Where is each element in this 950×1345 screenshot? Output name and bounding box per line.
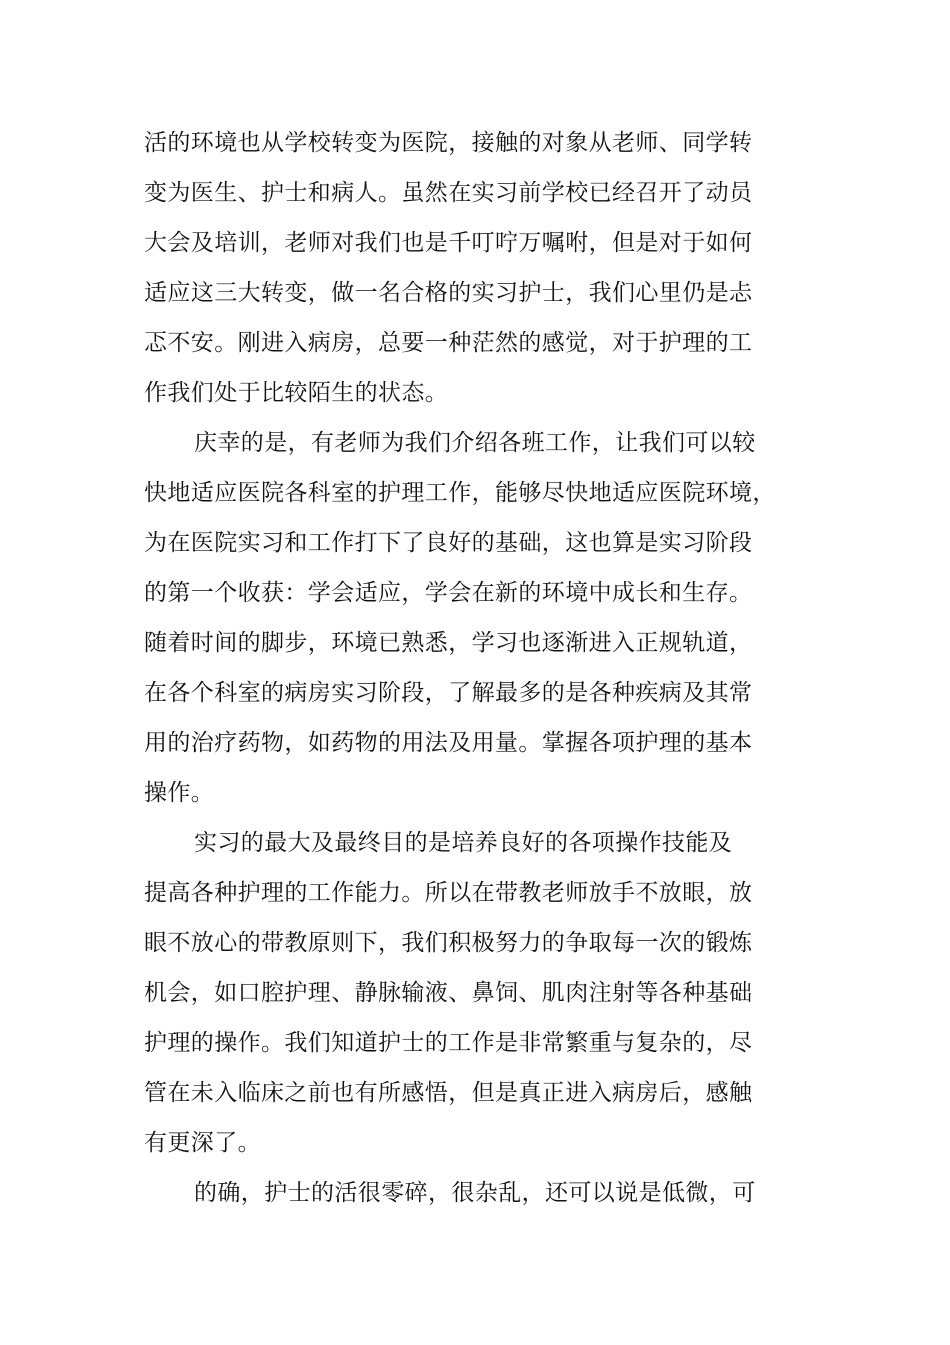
text-line: 快地适应医院各科室的护理工作，能够尽快地适应医院环境， (144, 480, 776, 506)
text-line: 的确，护士的活很零碎，很杂乱，还可以说是低微，可 (194, 1180, 756, 1206)
paragraph-2 (144, 418, 776, 818)
text-line: 机会，如口腔护理、静脉输液、鼻饲、肌肉注射等各种基础 (144, 980, 753, 1006)
text-line: 为在医院实习和工作打下了良好的基础，这也算是实习阶段 (144, 530, 753, 556)
document-body (144, 118, 776, 1218)
text-line: 管在未入临床之前也有所感悟，但是真正进入病房后，感触 (144, 1080, 753, 1106)
text-line: 随着时间的脚步，环境已熟悉，学习也逐渐进入正规轨道， (144, 630, 753, 656)
text-line: 眼不放心的带教原则下，我们积极努力的争取每一次的锻炼 (144, 930, 753, 956)
text-line: 适应这三大转变，做一名合格的实习护士，我们心里仍是忐 (144, 280, 753, 306)
text-line: 在各个科室的病房实习阶段，了解最多的是各种疾病及其常 (144, 680, 753, 706)
text-line: 作我们处于比较陌生的状态。 (144, 380, 449, 406)
text-line: 变为医生、护士和病人。虽然在实习前学校已经召开了动员 (144, 180, 753, 206)
paragraph-4 (144, 1168, 754, 1218)
paragraph-1 (144, 118, 754, 418)
text-line: 有更深了。 (144, 1130, 261, 1156)
text-line: 护理的操作。我们知道护士的工作是非常繁重与复杂的，尽 (144, 1030, 753, 1056)
text-line: 大会及培训，老师对我们也是千叮咛万嘱咐，但是对于如何 (144, 230, 753, 256)
text-line: 实习的最大及最终目的是培养良好的各项操作技能及 (194, 830, 733, 856)
text-line: 提高各种护理的工作能力。所以在带教老师放手不放眼，放 (144, 880, 753, 906)
text-line: 的第一个收获：学会适应，学会在新的环境中成长和生存。 (144, 580, 753, 606)
text-line: 忑不安。刚进入病房，总要一种茫然的感觉，对于护理的工 (144, 330, 753, 356)
text-line: 庆幸的是，有老师为我们介绍各班工作，让我们可以较 (194, 430, 756, 456)
text-line: 用的治疗药物，如药物的用法及用量。掌握各项护理的基本 (144, 730, 753, 756)
paragraph-3 (144, 818, 754, 1168)
text-line: 活的环境也从学校转变为医院，接触的对象从老师、同学转 (144, 130, 753, 156)
text-line: 操作。 (144, 780, 215, 806)
